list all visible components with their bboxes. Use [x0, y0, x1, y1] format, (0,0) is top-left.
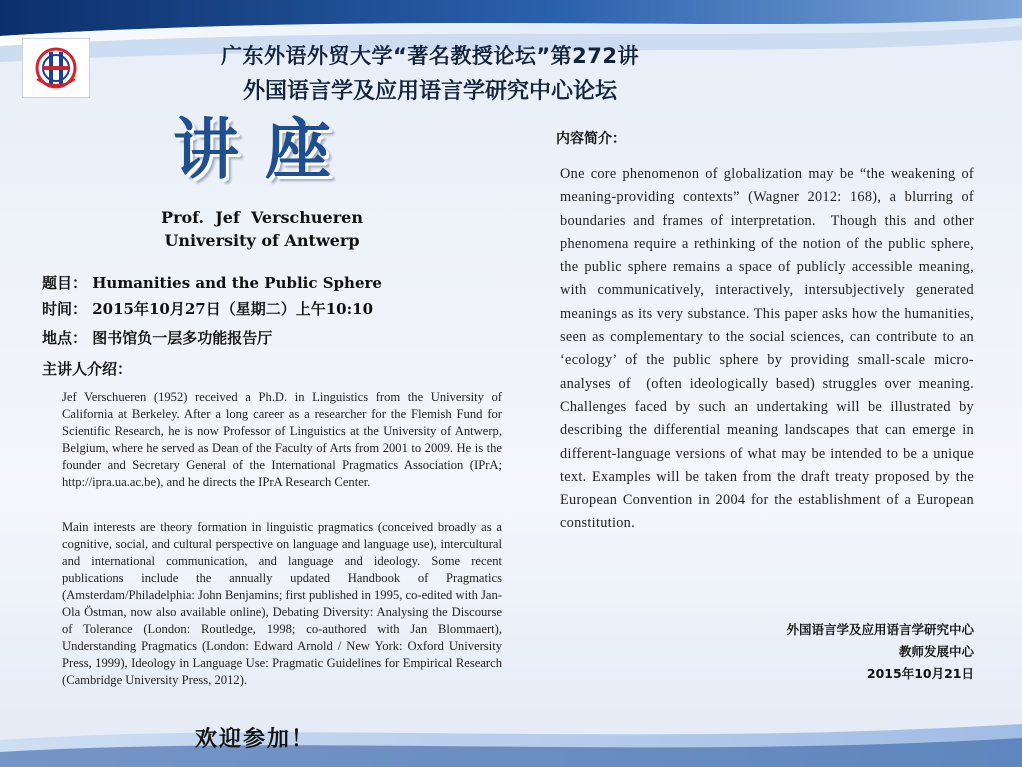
topic-value: Humanities and the Public Sphere [92, 274, 382, 292]
welcome-text: 欢迎参加！ [195, 727, 316, 752]
bio-paragraph-2: Main interests are theory formation in linguistic pragmatics (conceived broadly as a cognitive, social, and cultural perspective on language and language use), intercultural and international communication, and language and ideology. Some recent publications include the annually updated Handbook of Pragmatics (Amsterdam/Philadelphia: John Benjamins; first published in 1995, co-edited with Jan-Ola Östman, now also available online), Debating Diversity: Analysing the Discourse of Tolerance (London: Routledge, 1998; co-authored with Jan Blommaert), Understanding Pragmatics (London: Edward Arnold / New York: Oxford University Press, 1999), Ideology in Language Use: Pragmatic Guidelines for Empirical Research (Cambridge University Press, 2012). [62, 520, 503, 687]
speaker-affiliation: University of Antwerp [164, 231, 360, 250]
speaker-name: Prof. Jef Verschueren [161, 208, 363, 227]
bio-heading [42, 358, 132, 379]
topic-label: 题目： [42, 274, 88, 292]
university-logo [22, 38, 90, 98]
time-value: 2015年10月27日（星期二）上午10:10 [92, 300, 374, 318]
place-value: 图书馆负一层多功能报告厅 [92, 329, 273, 347]
header-title-line1: 广东外语外贸大学“著名教授论坛”第272讲 [221, 44, 639, 68]
organizer-center: 外国语言学及应用语言学研究中心 [786, 622, 974, 637]
organizer-date: 2015年10月21日 [866, 666, 974, 681]
time-row [42, 298, 373, 319]
bio-paragraph-1: Jef Verschueren (1952) received a Ph.D. in Linguistics from the University of California at Berkeley. After a long career as a researcher for the Flemish Fund for Scientific Research, he is now Professor of Linguistics at the University of Antwerp, Belgium, where he served as Dean of the Faculty of Arts from 2001 to 2009. He is the founder and Secretary General of the International Pragmatics Association (IPrA; http://ipra.ua.ac.be), and he directs the IPrA Research Center. [62, 390, 502, 489]
place-label: 地点： [42, 329, 88, 347]
bio-heading-text: 主讲人介绍： [42, 360, 133, 378]
speaker-block [112, 206, 412, 252]
lecture-title: 讲座 [173, 111, 357, 188]
summary-heading: 内容简介： [556, 131, 626, 147]
summary-body: One core phenomenon of globalization may be “the weakening of meaning-providing contexts” (Wagner 2012: 168), a blurring of boundaries and frames of interpretation. Though this and other phenomena require a rethinking of the notion of the public sphere, the public sphere remains a space of publicly accessible meaning, with communicatively, interactively, intersubjectively generated meanings as its very substance. This paper asks how the humanities, seen as complementary to the social sciences, can contribute to an ‘ecology’ of the public sphere by providing small-scale micro-analyses of (often ideologically based) struggles over meaning. Challenges faced by such an undertaking will be illustrated by describing the differential meaning landscapes that can emerge in different-language versions of what may be intended to be a unique text. Examples will be taken from the draft treaty proposed by the European Convention in 2004 for the establishment of a European constitution. [560, 166, 978, 532]
time-label: 时间： [42, 300, 88, 318]
organizer-dept: 教师发展中心 [898, 644, 974, 659]
header-title-line2: 外国语言学及应用语言学研究中心论坛 [242, 79, 617, 104]
topic-row [42, 272, 382, 293]
place-row [42, 327, 272, 348]
